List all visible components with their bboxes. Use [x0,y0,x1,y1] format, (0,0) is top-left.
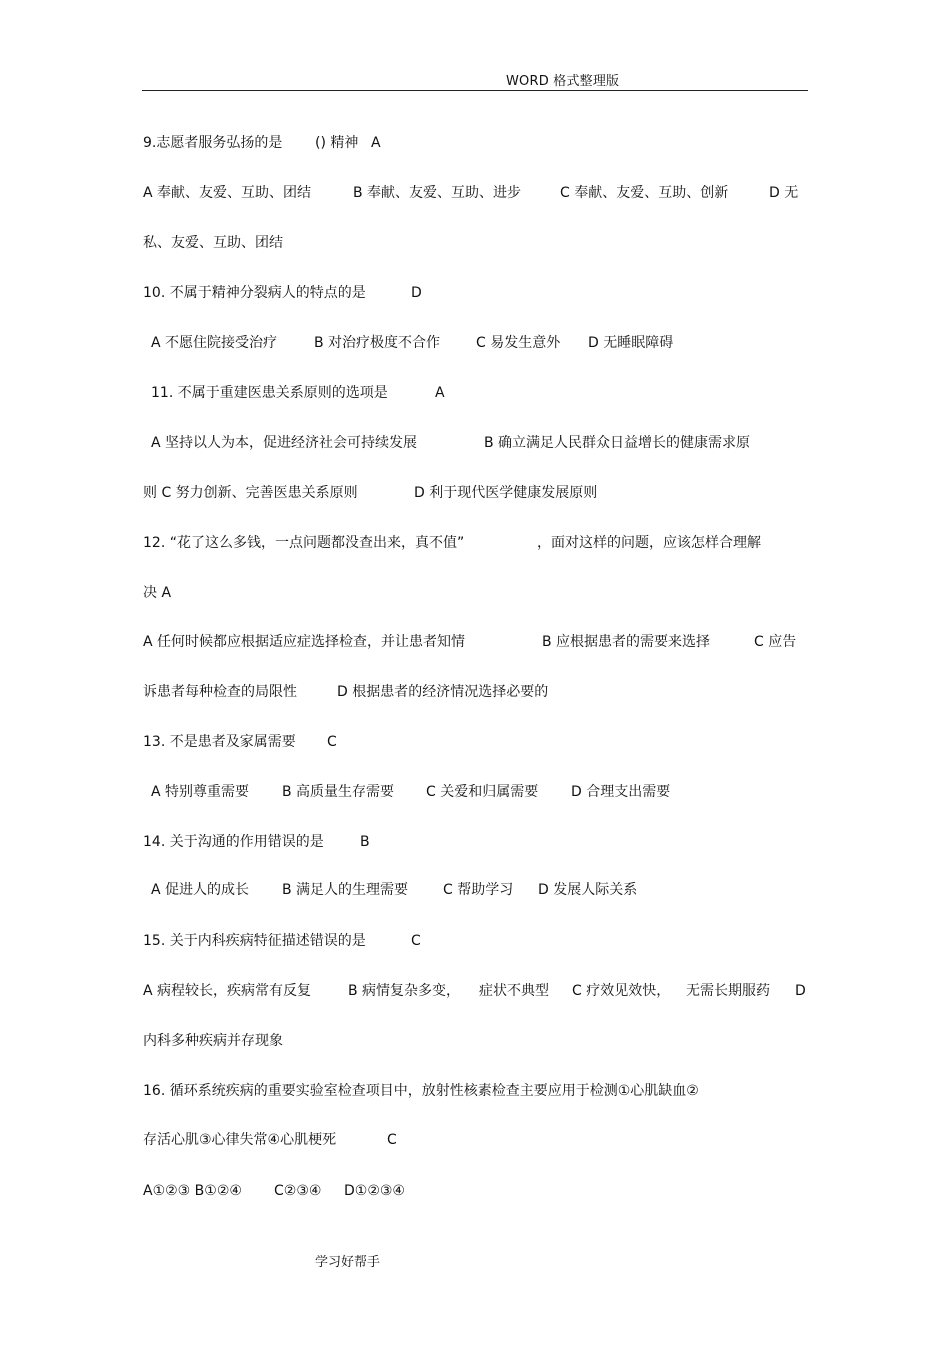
question-9-stem: 9.志愿者服务弘扬的是 [143,135,283,151]
question-15-answer: C [411,933,421,949]
option-b: B 高质量生存需要 [282,784,395,800]
question-16-stem: 16. 循环系统疾病的重要实验室检查项目中，放射性核素检查主要应用于检测①心肌缺血② [143,1083,699,1099]
question-13-answer: C [327,734,337,750]
option-d: D 无睡眠障碍 [588,335,674,351]
option-c-cont: 诉患者每种检查的局限性 [143,684,297,700]
option-d: D①②③④ [344,1183,405,1199]
option-b: B 满足人的生理需要 [282,882,409,898]
question-15-stem: 15. 关于内科疾病特征描述错误的是 [143,933,366,949]
option-d-cont: 私、友爱、互助、团结 [143,235,283,251]
option-b-cont: 症状不典型 [479,983,549,999]
question-16-answer: C [387,1132,397,1148]
option-a: A 任何时候都应根据适应症选择检查，并让患者知情 [143,634,466,650]
question-12-stem-cont: ，面对这样的问题，应该怎样合理解 [537,535,761,551]
option-a: A 不愿住院接受治疗 [151,335,278,351]
option-a: A 病程较长，疾病常有反复 [143,983,312,999]
question-11-stem: 11. 不属于重建医患关系原则的选项是 [151,385,388,401]
question-13-stem: 13. 不是患者及家属需要 [143,734,296,750]
question-14-stem: 14. 关于沟通的作用错误的是 [143,834,324,850]
option-c: C 易发生意外 [476,335,561,351]
header-divider [142,90,808,91]
option-d: D [795,983,806,999]
question-11-answer: A [435,385,445,401]
question-14-answer: B [360,834,370,850]
question-9-stem-end: () 精神 [315,135,359,151]
option-b: B 对治疗极度不合作 [314,335,441,351]
option-d-cont: 内科多种疾病并存现象 [143,1033,283,1049]
option-d: D 合理支出需要 [571,784,671,800]
option-c: C 关爱和归属需要 [426,784,539,800]
question-10-stem: 10. 不属于精神分裂病人的特点的是 [143,285,366,301]
option-a: A 促进人的成长 [151,882,250,898]
page-header-title: WORD 格式整理版 [506,74,620,89]
page-footer: 学习好帮手 [315,1255,381,1270]
question-9-answer: A [371,135,381,151]
option-d: D 发展人际关系 [538,882,638,898]
option-c: C 应告 [754,634,797,650]
option-b-cont-option-c: 则 C 努力创新、完善医患关系原则 [143,485,358,501]
option-b: B 奉献、友爱、互助、进步 [353,185,522,201]
option-c: C②③④ [274,1183,322,1199]
question-12-stem: 12. “花了这么多钱，一点问题都没查出来，真不值” [143,535,465,551]
question-12-answer: 决 A [143,585,172,601]
option-a: A 奉献、友爱、互助、团结 [143,185,312,201]
option-d: D 根据患者的经济情况选择必要的 [337,684,549,700]
option-b: B 应根据患者的需要来选择 [542,634,711,650]
question-10-answer: D [411,285,422,301]
option-c-cont: 无需长期服药 [686,983,770,999]
option-b: B 确立满足人民群众日益增长的健康需求原 [484,435,751,451]
question-16-stem-cont: 存活心肌③心律失常④心肌梗死 [143,1132,337,1148]
option-c: C 疗效见效快， [572,983,671,999]
option-d: D 利于现代医学健康发展原则 [414,485,598,501]
option-b: B 病情复杂多变， [348,983,461,999]
option-a-b: A①②③ B①②④ [143,1183,242,1199]
option-c: C 帮助学习 [443,882,514,898]
option-a: A 坚持以人为本，促进经济社会可持续发展 [151,435,418,451]
option-c: C 奉献、友爱、互助、创新 [560,185,729,201]
option-a: A 特别尊重需要 [151,784,250,800]
option-d: D 无 [769,185,799,201]
